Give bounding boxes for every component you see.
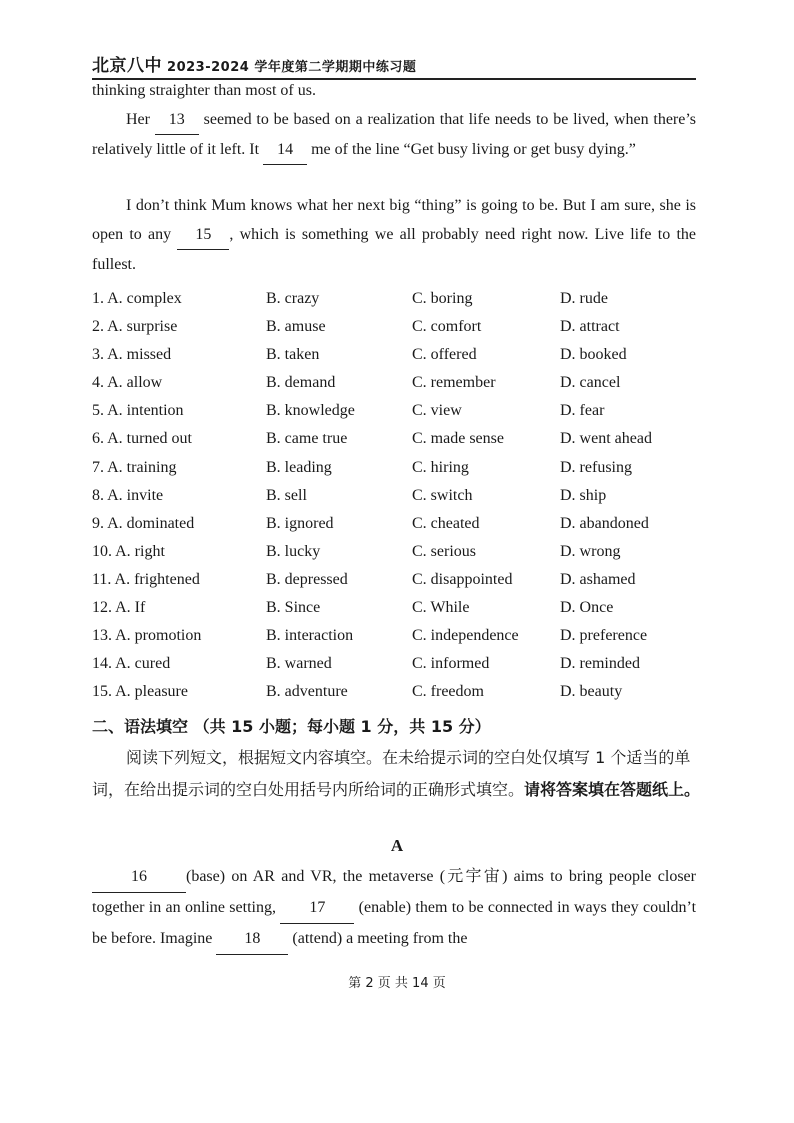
option-b: B. demand — [266, 374, 336, 392]
option-c: C. comfort — [412, 318, 482, 336]
option-c: C. remember — [412, 374, 496, 392]
option-row-7 — [92, 455, 696, 483]
option-a: 11. A. frightened — [92, 570, 200, 588]
option-a: 4. A. allow — [92, 374, 163, 392]
option-a: 1. A. complex — [92, 290, 182, 307]
section-2-instructions — [92, 742, 702, 806]
option-d: D. ashamed — [560, 570, 636, 588]
passage-letter: A — [390, 836, 404, 855]
passage-paragraph-1 — [92, 105, 696, 165]
option-c: C. serious — [412, 542, 476, 560]
option-a: 2. A. surprise — [92, 318, 178, 336]
option-c: C. switch — [412, 486, 473, 504]
options-list — [92, 286, 696, 707]
option-a: 5. A. intention — [92, 402, 184, 420]
school-name: 北京八中 — [92, 56, 162, 76]
passage-text: (enable) them to be connected in ways they couldn’t be before. Imagine — [92, 899, 697, 947]
option-row-5 — [92, 398, 696, 426]
option-d: D. refusing — [560, 458, 632, 476]
option-row-11 — [92, 567, 696, 595]
option-d: D. attract — [560, 318, 620, 336]
option-b: B. interaction — [266, 627, 354, 645]
option-c: C. independence — [412, 627, 519, 645]
page-footer: 第 2 页 共 14 页 — [348, 976, 446, 991]
blank-18: 18 — [216, 924, 288, 955]
passage-text: , which is something we all probably need right now. Live life to the fullest. — [92, 226, 697, 273]
option-a: 12. A. If — [92, 599, 146, 617]
option-d: D. reminded — [560, 655, 640, 673]
option-row-9 — [92, 511, 696, 539]
blank-14: 14 — [263, 135, 307, 165]
option-c: C. view — [412, 402, 462, 420]
blank-16: 16 — [92, 862, 186, 893]
option-c: C. While — [412, 599, 470, 617]
option-row-1 — [92, 286, 696, 314]
passage-text: Her — [126, 111, 150, 128]
option-d: D. went ahead — [560, 430, 652, 448]
option-d: D. booked — [560, 346, 627, 364]
option-row-8 — [92, 483, 696, 511]
option-a: 9. A. dominated — [92, 514, 195, 532]
option-b: B. taken — [266, 346, 320, 364]
option-c: C. disappointed — [412, 570, 513, 588]
passage-top-line: thinking straighter than most of us. — [92, 82, 316, 99]
passage-paragraph-2 — [92, 191, 696, 279]
option-d: D. beauty — [560, 683, 623, 701]
option-a: 3. A. missed — [92, 346, 172, 364]
option-row-4 — [92, 370, 696, 398]
option-c: C. offered — [412, 346, 477, 364]
option-b: B. adventure — [266, 683, 348, 701]
option-b: B. lucky — [266, 542, 321, 560]
option-d: D. cancel — [560, 374, 621, 392]
option-d: D. abandoned — [560, 514, 649, 532]
option-a: 8. A. invite — [92, 486, 164, 504]
exam-title: 2023-2024 学年度第二学期期中练习题 — [167, 60, 417, 75]
option-b: B. amuse — [266, 318, 326, 336]
grammar-passage-a — [92, 862, 696, 955]
option-c: C. cheated — [412, 514, 480, 532]
blank-17: 17 — [280, 893, 354, 924]
option-d: D. fear — [560, 402, 605, 420]
option-row-6 — [92, 426, 696, 454]
option-a: 6. A. turned out — [92, 430, 192, 448]
option-d: D. wrong — [560, 542, 621, 560]
instructions-text: 阅读下列短文，根据短文内容填空。在未给提示词的空白处仅填写 1 个适当的单词，在给出提示词的空白处用括号内所给词的正确形式填空。 — [92, 748, 691, 799]
passage-text: me of the line “Get busy living or get busy dying.” — [311, 141, 636, 158]
passage-text: seemed to be based on a realization that life needs to be lived, when there’s relatively little of it left. It — [92, 111, 697, 158]
option-c: C. informed — [412, 655, 490, 673]
option-row-2 — [92, 314, 696, 342]
option-a: 13. A. promotion — [92, 627, 202, 645]
option-a: 14. A. cured — [92, 655, 171, 673]
option-row-15 — [92, 679, 696, 707]
option-a: 7. A. training — [92, 458, 177, 476]
option-row-12 — [92, 595, 696, 623]
option-b: B. crazy — [266, 290, 320, 307]
option-a: 10. A. right — [92, 542, 165, 560]
option-d: D. Once — [560, 599, 614, 617]
passage-text: (base) on AR and VR, the metaverse (元宇宙) aims to bring people closer together in an online setting, — [92, 868, 696, 916]
option-row-14 — [92, 651, 696, 679]
option-b: B. came true — [266, 430, 348, 448]
blank-15: 15 — [177, 220, 229, 250]
option-b: B. Since — [266, 599, 321, 617]
option-b: B. ignored — [266, 514, 334, 532]
instructions-emphasis: 请将答案填在答题纸上。 — [524, 780, 701, 799]
option-d: D. preference — [560, 627, 648, 645]
option-d: D. ship — [560, 486, 607, 504]
option-row-13 — [92, 623, 696, 651]
blank-13: 13 — [155, 105, 199, 135]
section-2-heading: 二、语法填空 （共 15 小题；每小题 1 分，共 15 分） — [92, 717, 491, 736]
option-c: C. hiring — [412, 458, 469, 476]
option-c: C. boring — [412, 290, 473, 307]
option-b: B. knowledge — [266, 402, 355, 420]
header-title — [92, 51, 416, 76]
option-a: 15. A. pleasure — [92, 683, 188, 701]
passage-text: (attend) a meeting from the — [292, 930, 468, 947]
option-row-3 — [92, 342, 696, 370]
option-b: B. depressed — [266, 570, 348, 588]
option-c: C. made sense — [412, 430, 504, 448]
option-b: B. sell — [266, 486, 307, 504]
option-b: B. leading — [266, 458, 332, 476]
page-header — [92, 40, 696, 80]
option-b: B. warned — [266, 655, 332, 673]
option-c: C. freedom — [412, 683, 484, 701]
option-d: D. rude — [560, 290, 608, 307]
option-row-10 — [92, 539, 696, 567]
passage-text: I don’t think Mum knows what her next big “thing” is going to be. But I am sure, she is open to any — [92, 197, 696, 243]
